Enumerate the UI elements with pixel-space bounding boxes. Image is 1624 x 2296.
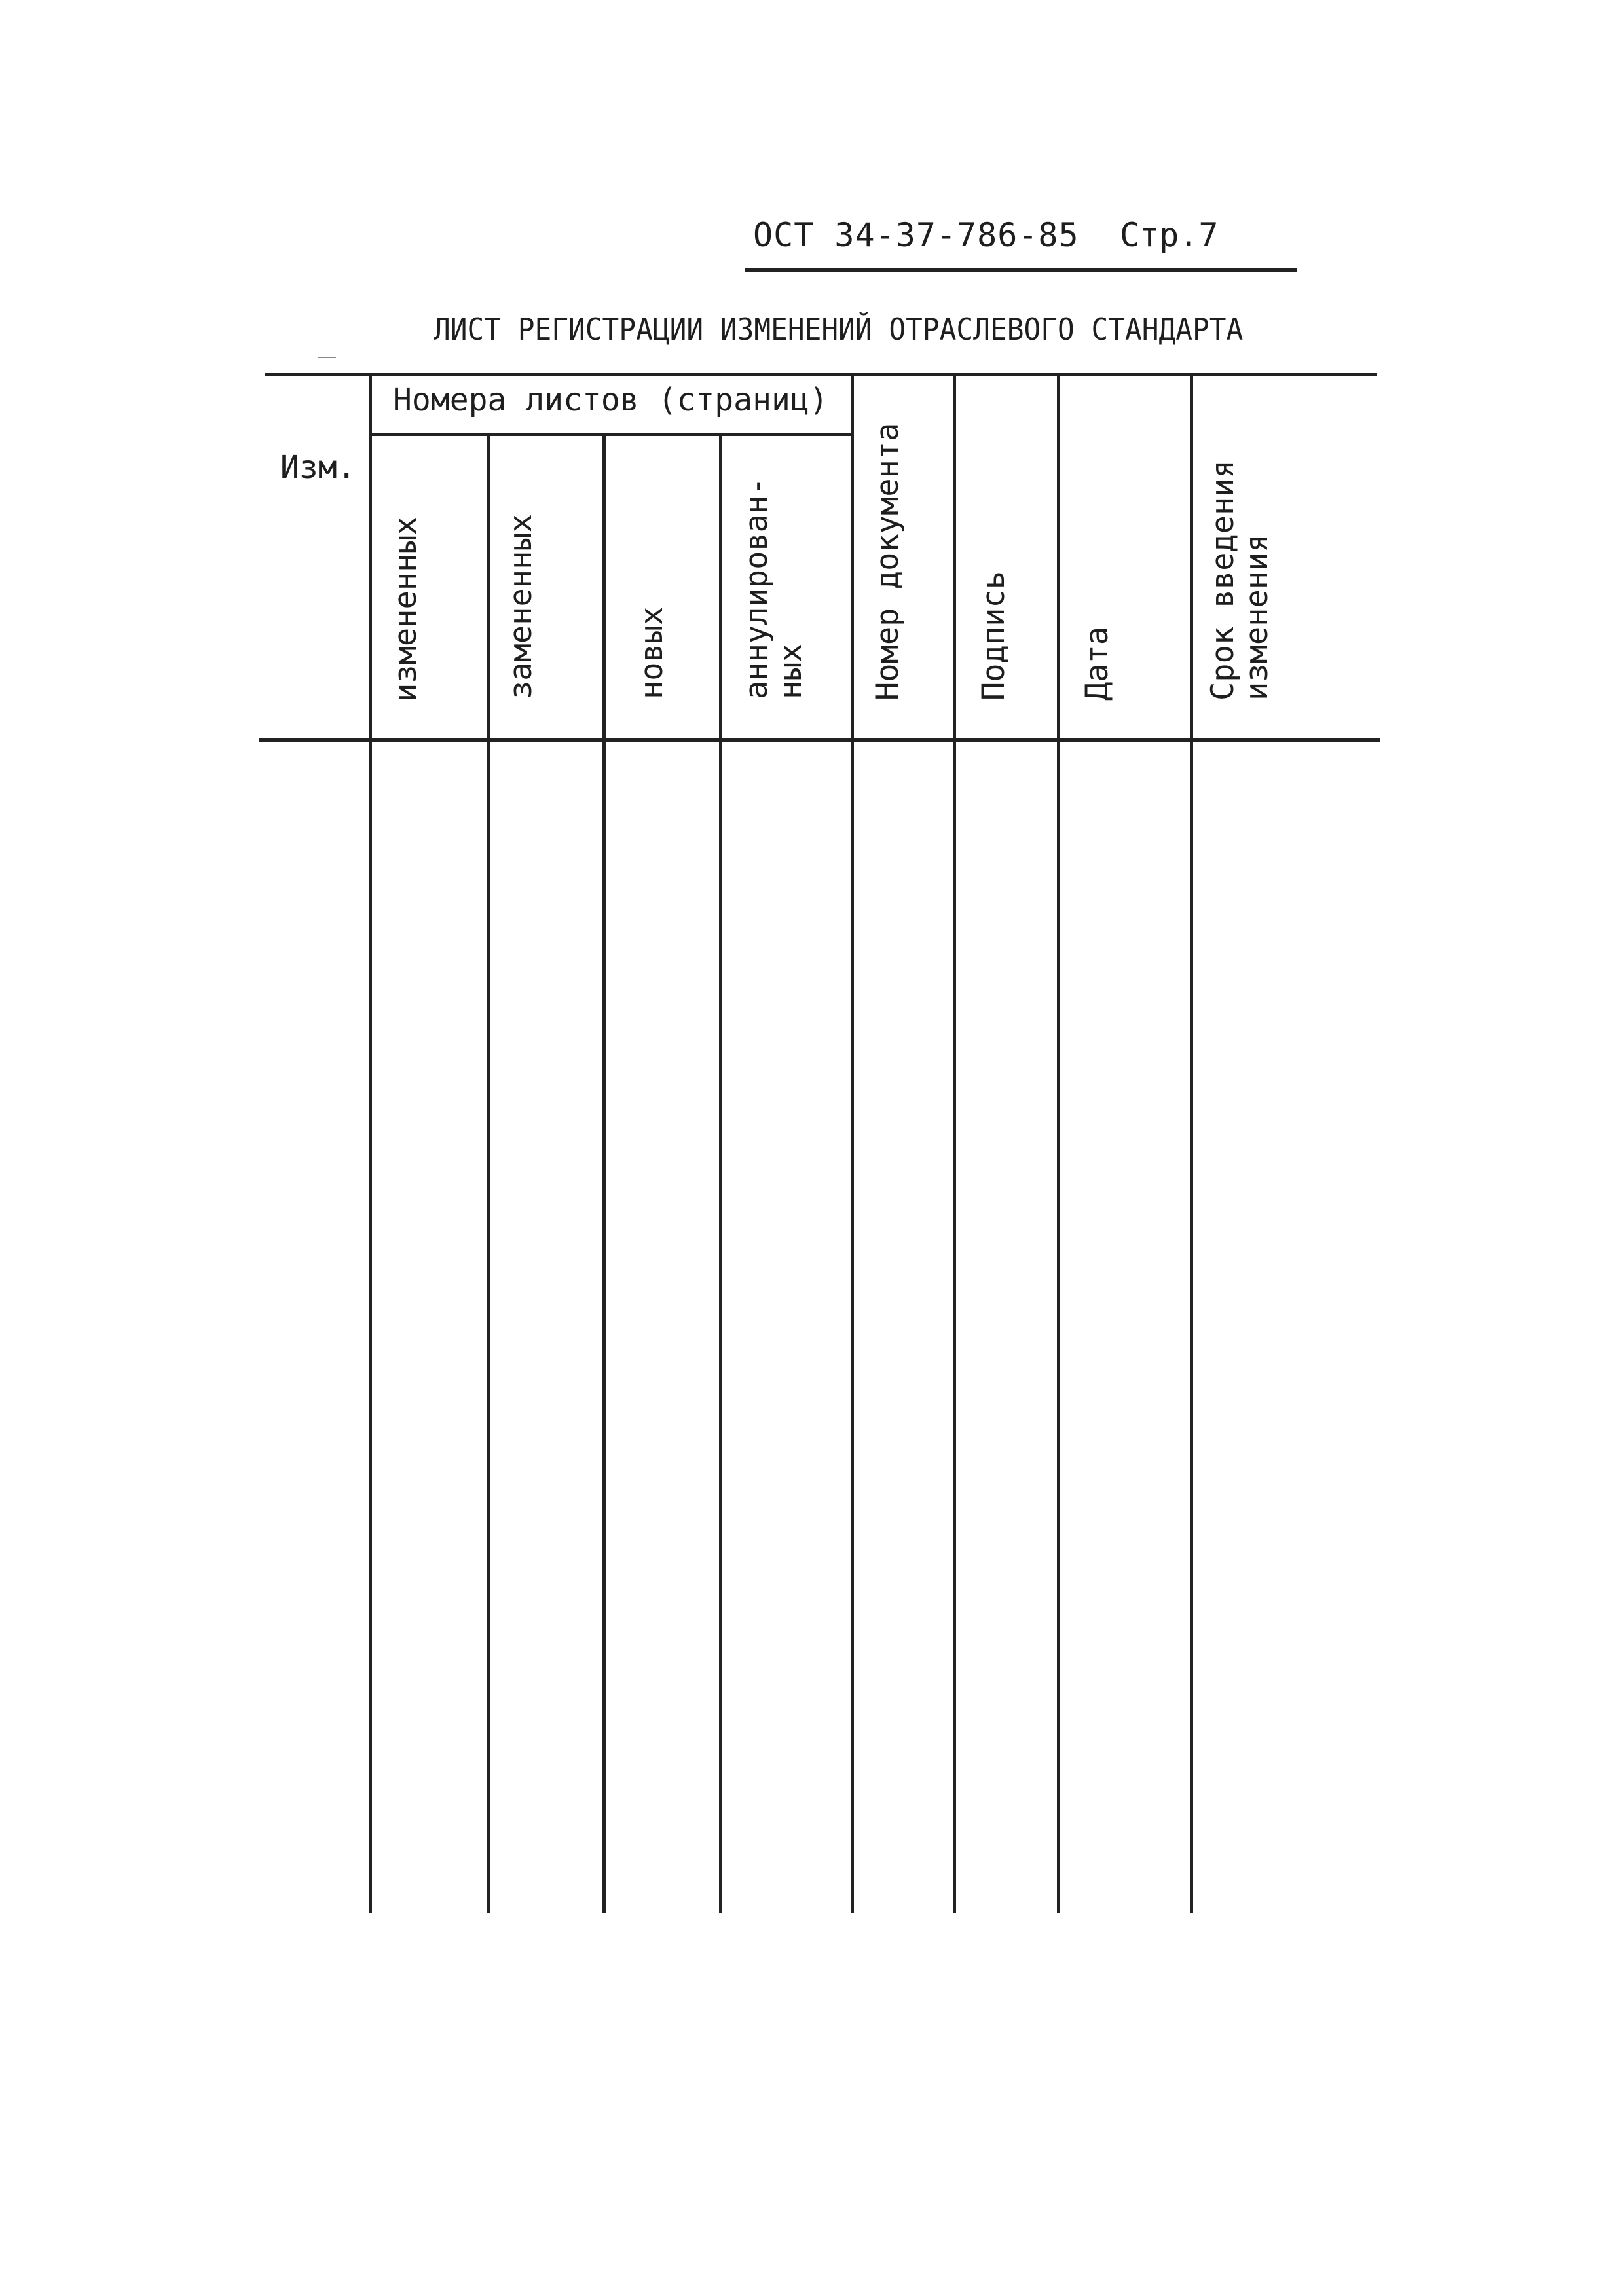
col-header-term-line1: Срок введения (1205, 460, 1241, 701)
col-divider-8 (1190, 374, 1193, 1913)
col-header-document-number: Номер документа (870, 422, 906, 701)
group-header-sheet-numbers: Номера листов (страниц) (393, 382, 828, 418)
scan-mark (318, 357, 336, 358)
page-title: ЛИСТ РЕГИСТРАЦИИ ИЗМЕНЕНИЙ ОТРАСЛЕВОГО СТАНДАРТА (434, 312, 1244, 347)
col-header-annulled (740, 424, 808, 699)
col-divider-2 (487, 435, 490, 1913)
col-divider-1 (369, 374, 372, 1913)
col-header-replaced: замененных (503, 514, 539, 699)
col-divider-3 (602, 435, 606, 1913)
page-number: Стр.7 (1120, 216, 1219, 254)
table-top-rule (265, 373, 1377, 376)
col-header-signature: Подпись (976, 570, 1012, 701)
col-divider-7 (1057, 374, 1060, 1913)
document-number: ОСТ 34-37-786-85 (753, 216, 1079, 254)
col-divider-6 (953, 374, 956, 1913)
col-header-term-line2: изменения (1239, 534, 1275, 701)
col-header-changed: измененных (388, 517, 424, 702)
col-divider-4 (719, 435, 722, 1913)
header-bottom-rule (259, 738, 1380, 742)
col-header-izm: Изм. (280, 449, 356, 486)
col-header-annulled-line2: ных (773, 644, 809, 699)
header-underline (745, 268, 1297, 272)
col-header-new: новых (634, 606, 670, 699)
col-divider-5 (851, 374, 854, 1913)
col-header-annulled-line1: аннулирован- (739, 477, 775, 699)
col-header-term (1206, 426, 1274, 701)
col-header-date: Дата (1079, 626, 1115, 701)
